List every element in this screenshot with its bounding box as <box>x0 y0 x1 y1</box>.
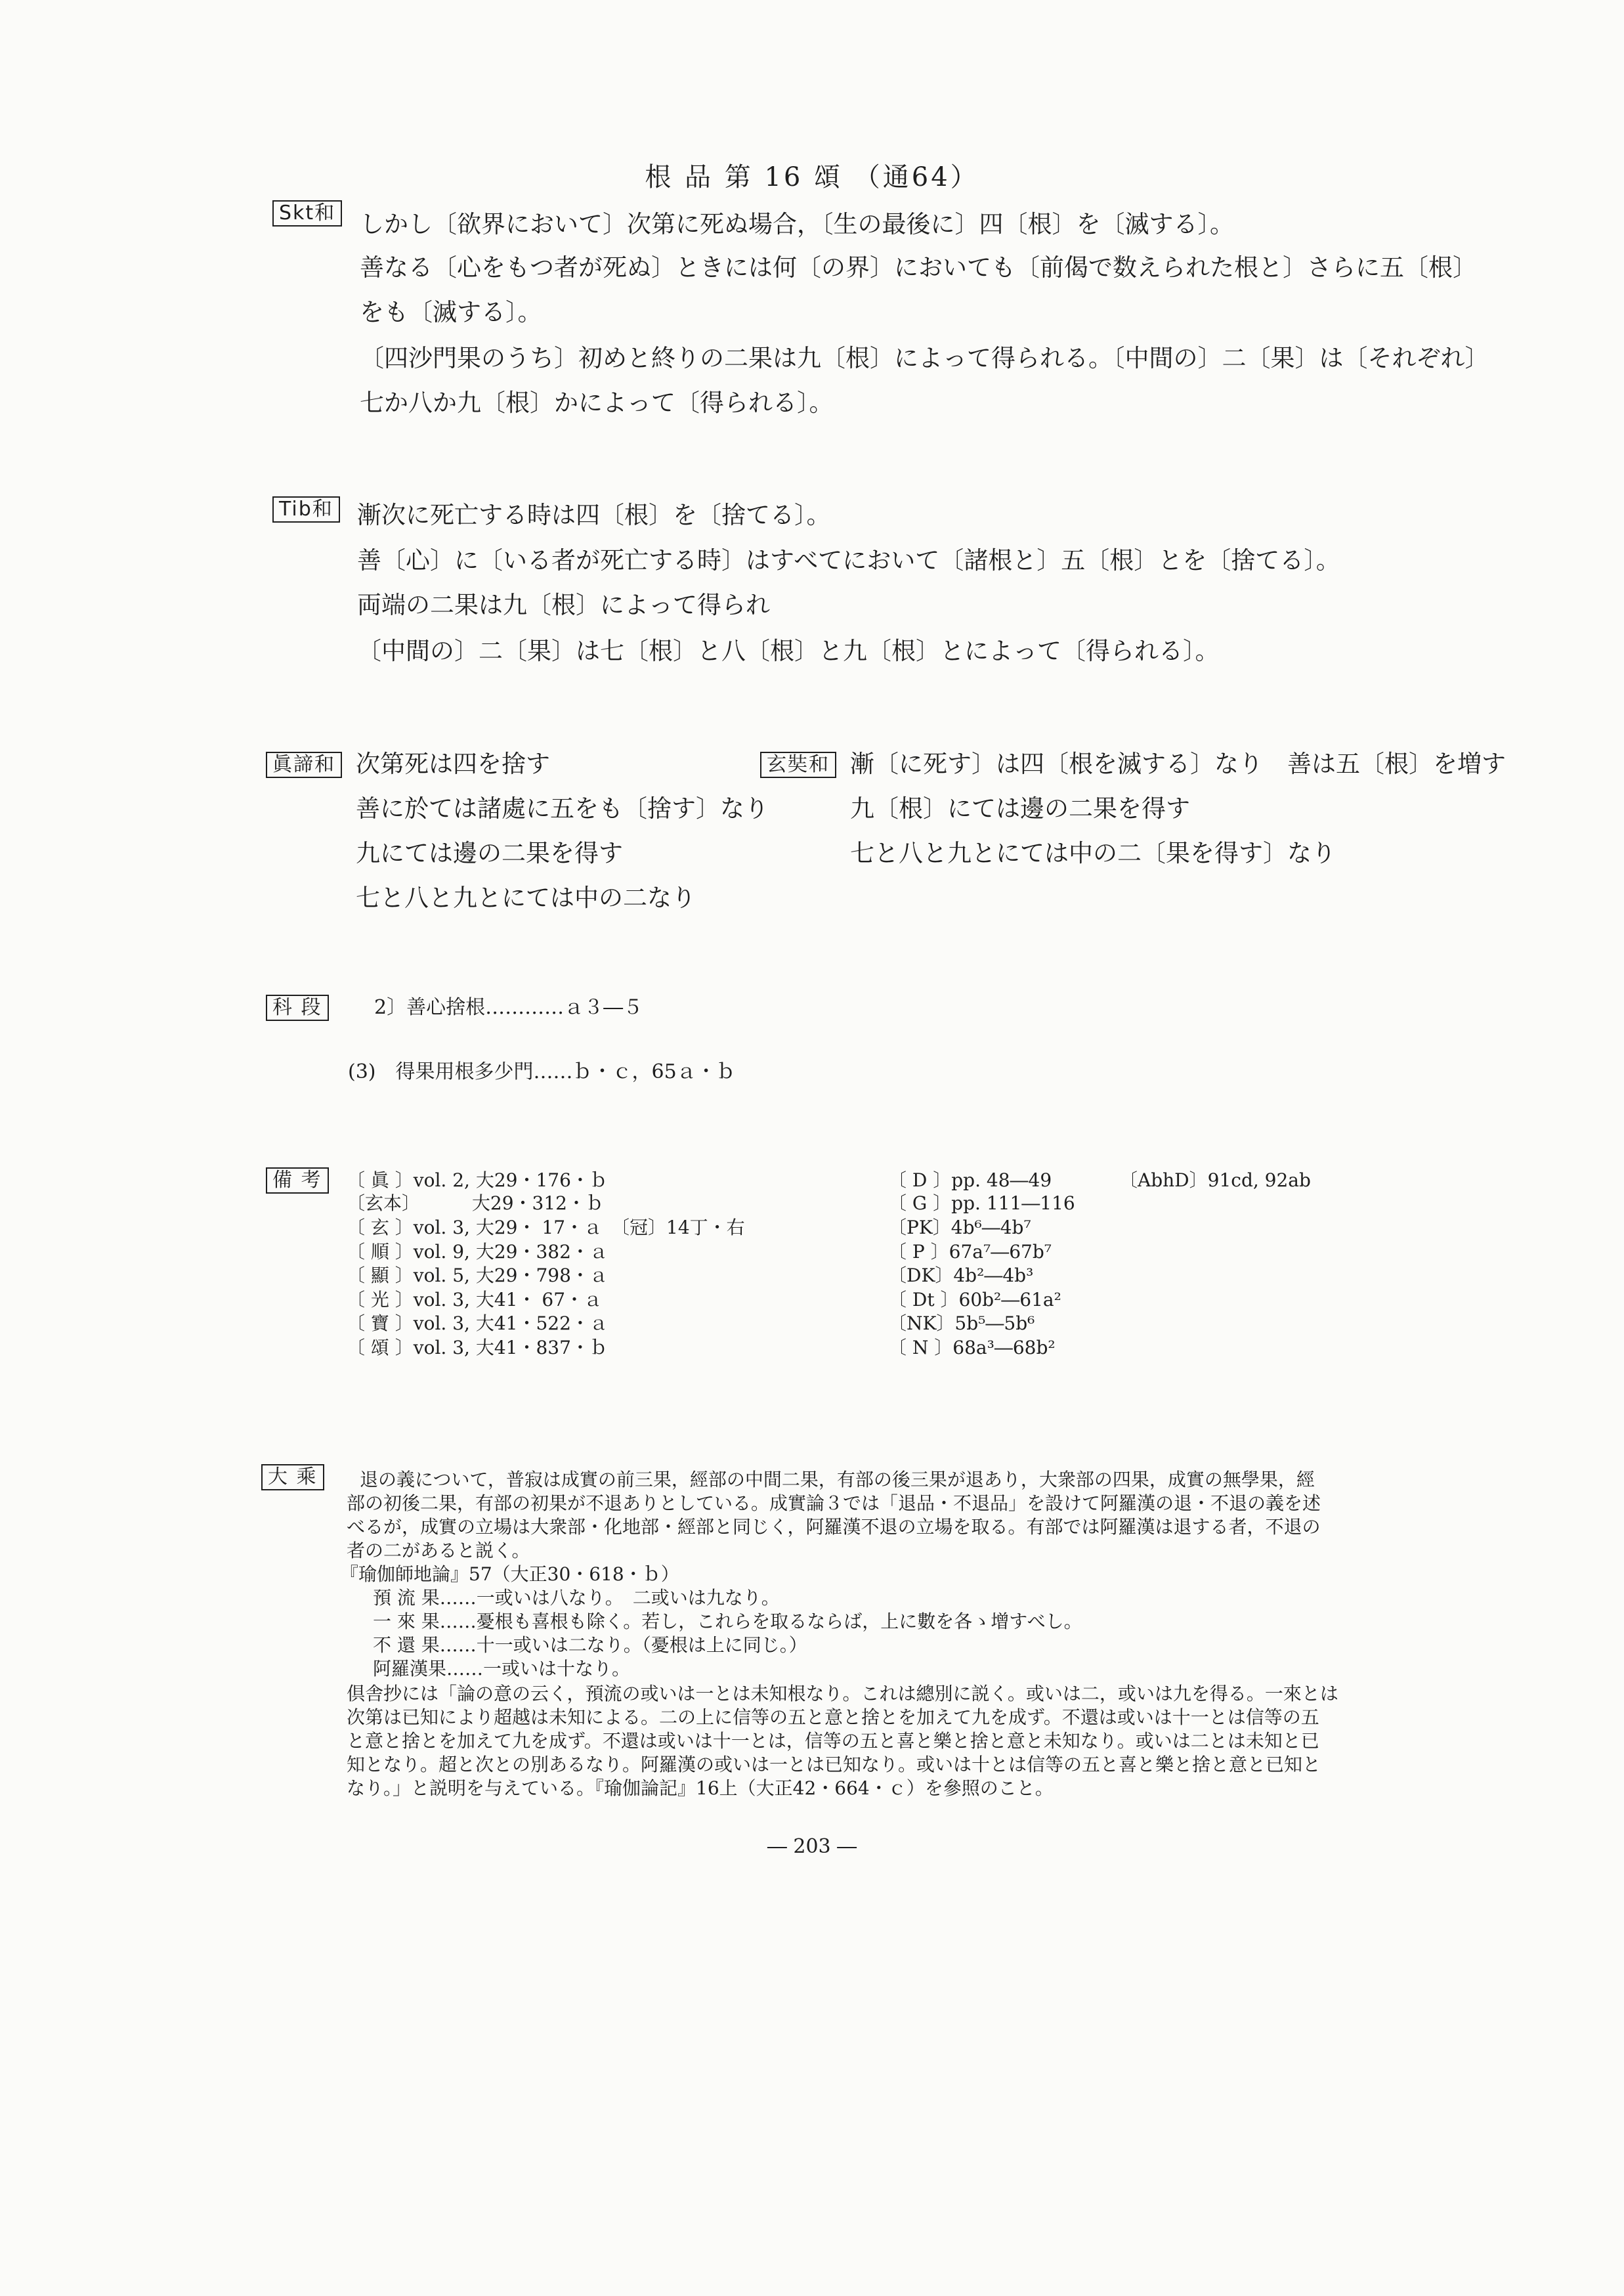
genjo-line-2: 九〔根〕にては邊の二果を得す <box>850 794 1190 823</box>
daijo-line-12: と意と捨とを加えて九を成ず。不還は或いは十一とは，信等の五と喜と樂と捨と意と未知なり。或いは二とは未知と已 <box>347 1730 1319 1752</box>
daijo-line-14: なり。」と説明を与えている。『瑜伽論記』16上（大正42・664・ｃ）を參照のこと。 <box>347 1777 1054 1799</box>
genjo-line-3: 七と八と九とにては中の二〔果を得す〕なり <box>850 839 1336 867</box>
daijo-line-1: 退の義について，普寂は成實の前三果，經部の中間二果，有部の後三果が退あり，大衆部の四果，成實の無學果，經 <box>360 1469 1315 1490</box>
biko-right-2: 〔 G 〕pp. 111―116 <box>888 1192 1075 1214</box>
biko-left-1: 〔 眞 〕vol. 2, 大29・176・ｂ <box>347 1169 608 1191</box>
page-number: ― 203 ― <box>767 1835 857 1858</box>
daijo-line-10: 倶舎抄には「論の意の云く，預流の或いは一とは未知根なり。これは總別に説く。或いは二，或いは九を得る。一來とは <box>347 1683 1338 1704</box>
biko-right-8: 〔 N 〕68a³―68b² <box>888 1337 1056 1358</box>
biko-abhd: 〔AbhD〕91cd, 92ab <box>1119 1169 1311 1191</box>
biko-left-5: 〔 顯 〕vol. 5, 大29・798・ａ <box>347 1265 608 1286</box>
biko-left-7: 〔 寶 〕vol. 3, 大41・522・ａ <box>347 1312 608 1334</box>
shintai-line-2: 善に於ては諸處に五をも〔捨す〕なり <box>356 794 769 823</box>
biko-right-1: 〔 D 〕pp. 48―49 <box>888 1169 1052 1191</box>
biko-right-6: 〔 Dt 〕60b²―61a² <box>888 1289 1061 1310</box>
biko-right-4: 〔 P 〕67a⁷―67b⁷ <box>888 1241 1052 1263</box>
daijo-line-9: 阿羅漢果……一或いは十なり。 <box>373 1658 631 1679</box>
tib-line-3: 両端の二果は九〔根〕によって得られ <box>357 591 770 619</box>
biko-left-4: 〔 順 〕vol. 9, 大29・382・ａ <box>347 1241 608 1263</box>
shintai-line-3: 九にては邊の二果を得す <box>356 839 623 867</box>
shintai-line-1: 次第死は四を捨す <box>356 750 550 778</box>
tib-line-2: 善〔心〕に〔いる者が死亡する時〕はすべてにおいて〔諸根と〕五〔根〕とを〔捨てる〕。 <box>357 546 1340 574</box>
genjo-line-1: 漸〔に死す〕は四〔根を滅する〕なり 善は五〔根〕を増す <box>850 750 1506 778</box>
daijo-line-2: 部の初後二果，有部の初果が不退ありとしている。成實論３では「退品・不退品」を設けて阿羅漢の退・不退の義を述 <box>347 1492 1321 1514</box>
kadan-line-2: (3) 得果用根多少門……ｂ・ｃ，65ａ・ｂ <box>348 1060 736 1083</box>
daijo-line-4: 者の二があると説く。 <box>347 1540 530 1561</box>
skt-tag: Skt和 <box>272 200 342 227</box>
daijo-line-5: 『瑜伽師地論』57（大正30・618・ｂ） <box>340 1563 679 1585</box>
daijo-line-6: 預 流 果……一或いは八なり。 二或いは九なり。 <box>373 1587 780 1609</box>
daijo-tag: 大 乘 <box>261 1464 324 1490</box>
daijo-line-3: べるが，成實の立場は大衆部・化地部・經部と同じく，阿羅漢不退の立場を取る。有部では阿羅漢は退する者，不退の <box>347 1516 1321 1538</box>
skt-line-3: をも〔滅する〕。 <box>360 298 542 326</box>
skt-line-5: 七か八か九〔根〕かによって〔得られる〕。 <box>360 389 834 417</box>
shintai-tag: 眞諦和 <box>266 752 342 778</box>
genjo-tag: 玄奘和 <box>760 752 836 778</box>
biko-tag: 備 考 <box>266 1167 329 1194</box>
daijo-line-13: 知となり。超と次との別あるなり。阿羅漢の或いは一とは已知なり。或いは十とは信等の五と喜と樂と捨と意と已知と <box>347 1754 1321 1775</box>
biko-left-3: 〔 玄 〕vol. 3, 大29・ 17・ａ 〔冠〕14丁・右 <box>347 1217 745 1238</box>
biko-left-8: 〔 頌 〕vol. 3, 大41・837・ｂ <box>347 1337 608 1358</box>
biko-right-5: 〔DK〕4b²―4b³ <box>888 1265 1034 1286</box>
skt-line-2: 善なる〔心をもつ者が死ぬ〕ときには何〔の界〕においても〔前偈で数えられた根と〕さらに五〔根〕 <box>360 253 1477 282</box>
kadan-tag: 科 段 <box>266 995 329 1021</box>
tib-tag: Tib和 <box>272 496 340 523</box>
biko-right-3: 〔PK〕4b⁶―4b⁷ <box>888 1217 1031 1238</box>
daijo-line-7: 一 來 果……憂根も喜根も除く。若し，これらを取るならば，上に數を各ゝ增すべし。 <box>373 1611 1082 1632</box>
biko-left-6: 〔 光 〕vol. 3, 大41・ 67・ａ <box>347 1289 603 1310</box>
skt-line-1: しかし〔欲界において〕次第に死ぬ場合，〔生の最後に〕四〔根〕を〔滅する〕。 <box>360 210 1234 238</box>
tib-line-4: 〔中間の〕二〔果〕は七〔根〕と八〔根〕と九〔根〕とによって〔得られる〕。 <box>357 637 1220 665</box>
biko-right-7: 〔NK〕5b⁵―5b⁶ <box>888 1312 1035 1334</box>
skt-line-4: 〔四沙門果のうち〕初めと終りの二果は九〔根〕によって得られる。〔中間の〕二〔果〕は〔それぞれ〕 <box>360 344 1489 372</box>
shintai-line-4: 七と八と九とにては中の二なり <box>356 884 696 912</box>
biko-left-2: 〔玄本〕 大29・312・ｂ <box>347 1192 604 1214</box>
kadan-line-1: 2〕善心捨根…………ａ３―５ <box>374 996 643 1019</box>
daijo-line-11: 次第は已知により超越は未知による。二の上に信等の五と意と捨とを加えて九を成ず。不還は或いは十一とは信等の五 <box>347 1706 1319 1728</box>
tib-line-1: 漸次に死亡する時は四〔根〕を〔捨てる〕。 <box>357 501 831 529</box>
page-title: 根 品 第 16 頌 （通64） <box>645 162 979 192</box>
daijo-line-8: 不 還 果……十一或いは二なり。（憂根は上に同じ。） <box>373 1634 807 1656</box>
